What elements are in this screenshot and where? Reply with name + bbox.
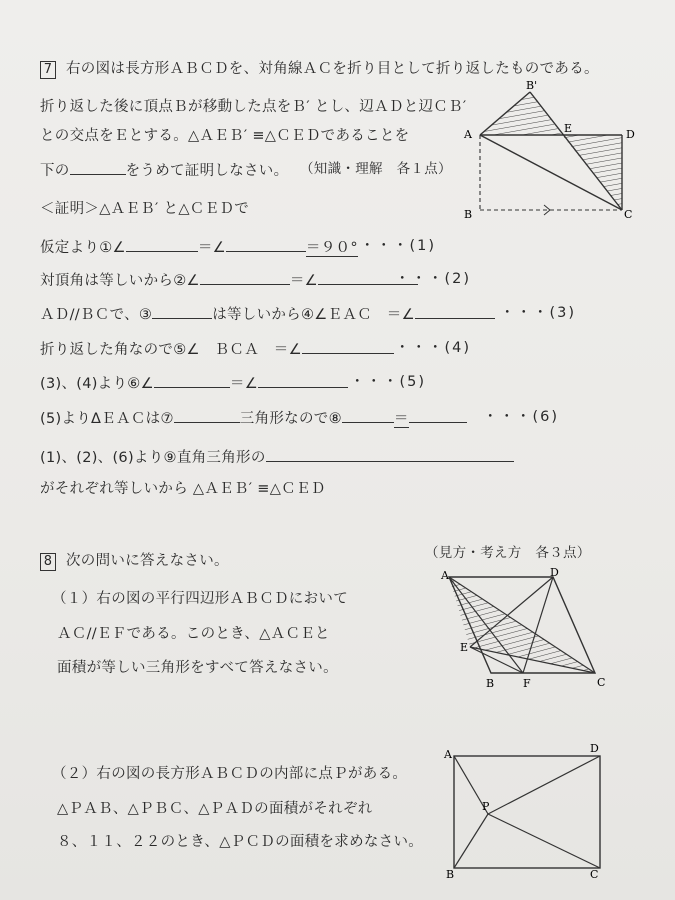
q7-line4 xyxy=(40,160,288,180)
q8-number-box: 8 xyxy=(40,553,56,571)
proof7-blank xyxy=(266,447,514,462)
proof3-blank1 xyxy=(152,304,212,319)
q7-proof-line7 xyxy=(40,447,514,467)
fig8a-label-f: F xyxy=(523,677,531,690)
proof4-blank1 xyxy=(302,339,394,354)
fig8b-label-b: B xyxy=(446,868,455,881)
fig7-label-d: D xyxy=(626,128,635,141)
proof6-b: 三角形なので⑧ xyxy=(239,411,342,427)
q7-proof-line2 xyxy=(40,270,418,290)
proof2-b: ＝∠ xyxy=(289,273,318,289)
fig7-label-c: C xyxy=(624,208,633,220)
fig8a-label-e: E xyxy=(460,641,469,654)
fig8b-label-c: C xyxy=(590,868,599,881)
proof7-a: (1)、(2)、(6)より⑨直角三角形の xyxy=(40,450,266,466)
fig8a-label-c: C xyxy=(597,676,606,689)
proof5-b: ＝∠ xyxy=(229,376,258,392)
fig7-label-a: A xyxy=(464,128,472,141)
q7-proof-line8: がそれぞれ等しいから △ＡＥＢ′ ≡△ＣＥＤ xyxy=(40,481,326,497)
q8-header xyxy=(40,552,229,571)
q7-proof-title: ＜証明＞△ＡＥＢ′ と△ＣＥＤで xyxy=(40,201,250,217)
fig8a-label-b: B xyxy=(486,677,495,690)
proof2-a: 対頂角は等しいから②∠ xyxy=(40,273,200,289)
proof5-blank1 xyxy=(154,373,230,388)
proof5-end: ・・・(5) xyxy=(350,374,427,390)
q7-line4b: をうめて証明しなさい。 xyxy=(125,163,289,179)
proof3-end: ・・・(3) xyxy=(500,305,577,321)
proof4-end: ・・・(4) xyxy=(395,340,472,356)
fig7-label-e: E xyxy=(564,122,573,135)
q7-proof-line1 xyxy=(40,237,358,257)
proof6-blank1 xyxy=(174,408,240,423)
proof2-blank1 xyxy=(200,270,290,285)
hatched-triangle-aeb xyxy=(480,92,562,135)
q8-p2-line1: （２）右の図の長方形ＡＢＣＤの内部に点Ｐがある。 xyxy=(52,766,408,782)
q7-proof-line6 xyxy=(40,408,467,428)
proof6-end: ・・・(6) xyxy=(483,409,560,425)
q7-line2: 折り返した後に頂点Ｂが移動した点をＢ′ とし、辺ＡＤと辺ＣＢ′ xyxy=(40,99,467,115)
q8-rectangle-figure xyxy=(438,742,618,882)
q8-parallelogram-figure xyxy=(435,565,615,695)
fig8b-label-p: P xyxy=(482,800,490,813)
proof1-end: ・・・(1) xyxy=(360,238,437,254)
proof2-end: ・・・(2) xyxy=(395,271,472,287)
q8-p2-line3: ８、１１、２２のとき、△ＰＣＤの面積を求めなさい。 xyxy=(57,834,424,850)
q7-blank-underline xyxy=(70,160,126,175)
proof6-blank2 xyxy=(342,408,394,423)
q7-number-box: 7 xyxy=(40,61,56,79)
q7-line3: との交点をＥとする。△ＡＥＢ′ ≡△ＣＥＤであることを xyxy=(40,128,410,144)
proof5-a: (3)、(4)より⑥∠ xyxy=(40,376,154,392)
q8-p1-line3: 面積が等しい三角形をすべて答えなさい。 xyxy=(57,660,338,676)
q8-p1-line1: （１）右の図の平行四辺形ＡＢＣＤにおいて xyxy=(52,591,348,607)
proof1-a: 仮定より①∠ xyxy=(40,240,126,256)
q8-points-note: （見方・考え方 各３点） xyxy=(425,545,591,561)
fig7-label-bprime: B' xyxy=(526,80,538,92)
proof3-a: ＡＤ//ＢＣで、③ xyxy=(40,307,153,323)
q7-proof-line3 xyxy=(40,304,495,324)
q7-proof-line5 xyxy=(40,373,348,393)
fig8a-label-a: A xyxy=(441,569,449,582)
q7-proof-line4 xyxy=(40,339,394,359)
q8-intro: 次の問いに答えなさい。 xyxy=(66,553,229,569)
proof1-b: ＝∠ xyxy=(197,240,226,256)
proof1-blank2 xyxy=(226,237,306,252)
q7-line4a: 下の xyxy=(40,163,70,179)
proof3-blank2 xyxy=(415,304,495,319)
proof1-c: ＝９０° xyxy=(305,240,358,256)
proof6-c: ＝ xyxy=(393,411,409,427)
fig8a-label-d: D xyxy=(550,566,559,579)
q8-p2-line2: △ＰＡＢ、△ＰＢＣ、△ＰＡＤの面積がそれぞれ xyxy=(57,801,373,817)
q7-rectangle-figure xyxy=(458,80,648,220)
q7-header xyxy=(40,60,599,79)
fig7-label-b: B xyxy=(464,208,473,220)
proof6-blank3 xyxy=(409,408,467,423)
proof4-a: 折り返した角なので⑤∠ ＢＣＡ ＝∠ xyxy=(40,342,302,358)
proof6-a: (5)よりΔＥＡＣは⑦ xyxy=(40,411,174,427)
proof1-blank1 xyxy=(126,237,198,252)
q8-p1-line2: ＡＣ//ＥＦである。このとき、△ＡＣＥと xyxy=(57,626,330,642)
proof3-b: は等しいから④∠ＥＡＣ ＝∠ xyxy=(212,307,415,323)
q7-line1: 右の図は長方形ＡＢＣＤを、対角線ＡＣを折り目として折り返したものである。 xyxy=(66,61,599,77)
fig8b-label-d: D xyxy=(590,742,599,755)
q7-points-note: （知識・理解 各１点） xyxy=(300,161,452,177)
proof5-blank2 xyxy=(258,373,348,388)
fig8b-label-a: A xyxy=(444,748,452,761)
